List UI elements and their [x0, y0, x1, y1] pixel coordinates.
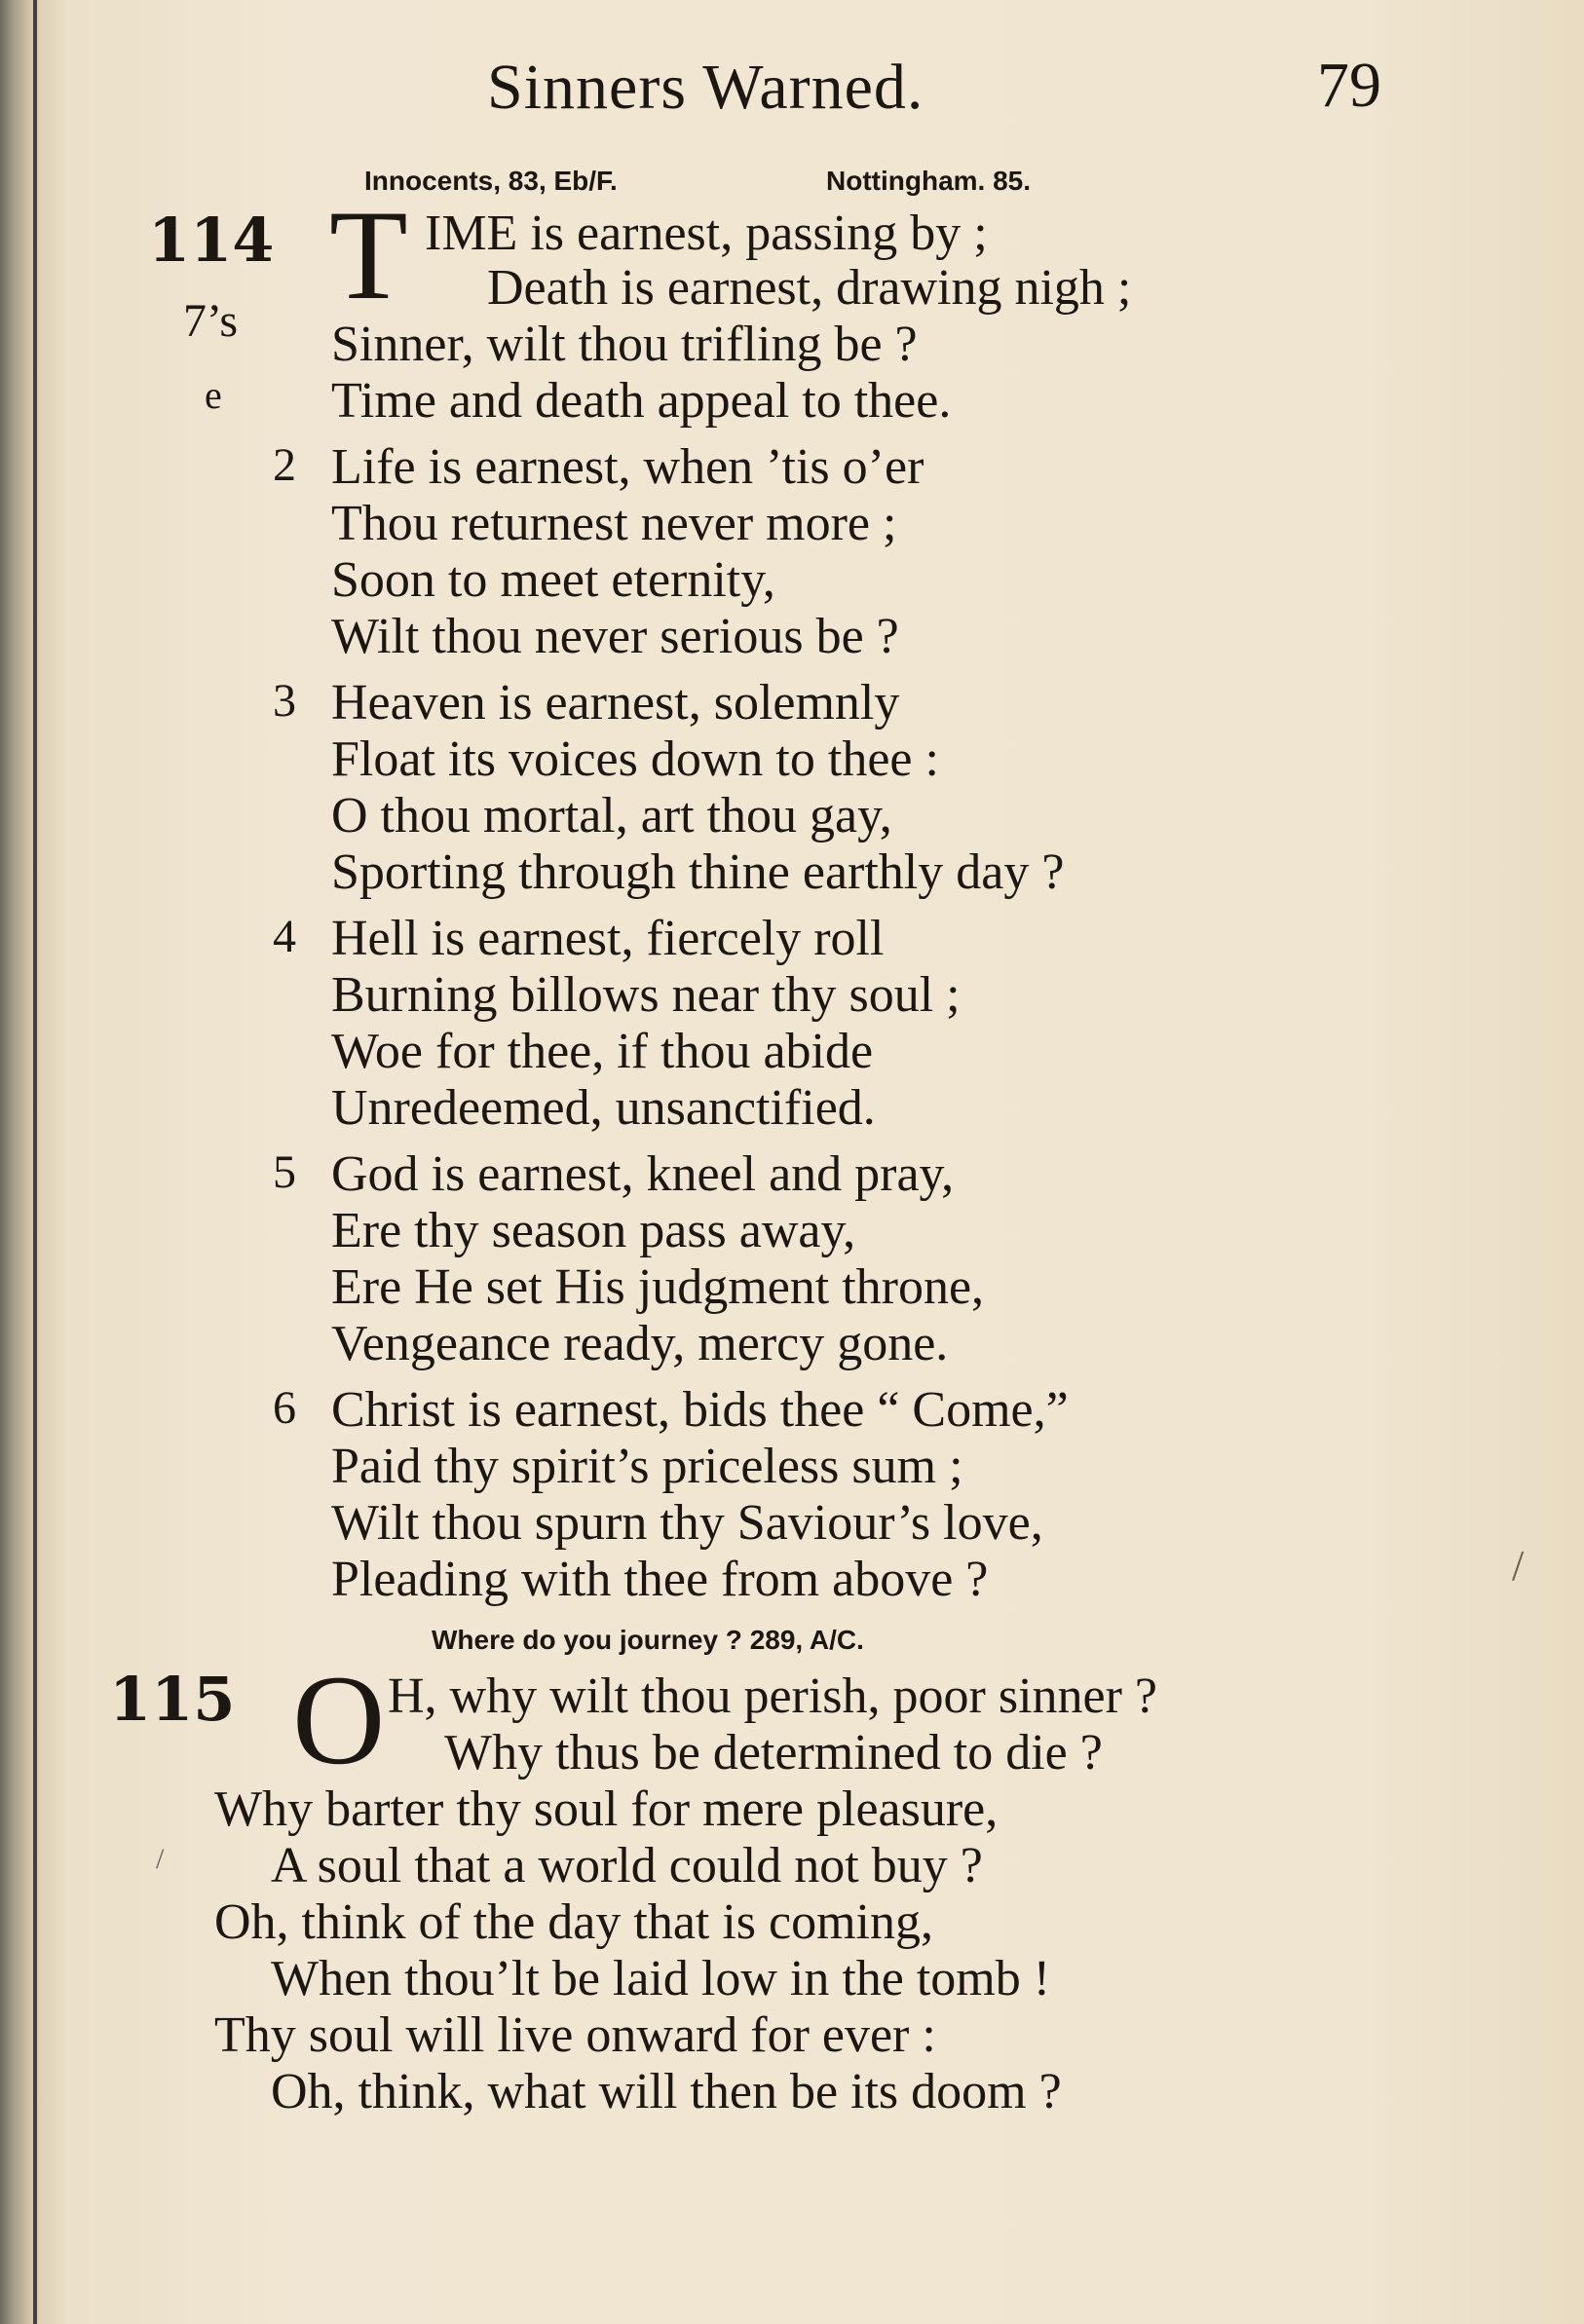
verse-line: Christ is earnest, bids thee “ Come,” — [331, 1382, 1069, 1438]
verse-line: Sinner, wilt thou trifling be ? — [331, 317, 918, 372]
stanza-number: 3 — [273, 675, 296, 727]
page-number: 79 — [1317, 50, 1381, 121]
stanza-number: 6 — [273, 1382, 296, 1434]
verse-line: Unredeemed, unsanctified. — [331, 1080, 876, 1136]
verse-line: Ere thy season pass away, — [331, 1203, 856, 1258]
running-title: Sinners Warned. — [487, 52, 924, 123]
drop-cap-t: T — [329, 183, 408, 326]
verse-line: Why thus be determined to die ? — [444, 1725, 1103, 1780]
paper-mark: / — [1512, 1542, 1525, 1590]
drop-cap-o: O — [292, 1648, 386, 1791]
verse-line: A soul that a world could not buy ? — [271, 1838, 983, 1893]
tune-reference-nottingham: Nottingham. 85. — [826, 166, 1032, 196]
verse-line: God is earnest, kneel and pray, — [331, 1146, 955, 1202]
verse-line: Vengeance ready, mercy gone. — [331, 1316, 949, 1371]
verse-line: Soon to meet eternity, — [331, 552, 775, 608]
tune-reference-where-do-you-journey: Where do you journey ? 289, A/C. — [432, 1625, 864, 1655]
verse-line: Float its voices down to thee : — [331, 731, 939, 787]
stanza-number: 5 — [273, 1146, 296, 1198]
verse-line: Why barter thy soul for mere pleasure, — [214, 1781, 999, 1837]
tune-reference-innocents: Innocents, 83, Eb/F. — [364, 166, 618, 196]
hymn-number-114: 114 — [148, 205, 275, 276]
verse-line: Burning billows near thy soul ; — [331, 967, 961, 1023]
verse-line: Oh, think, what will then be its doom ? — [271, 2064, 1062, 2119]
page-gutter-line — [33, 0, 37, 2324]
verse-line: Thy soul will live onward for ever : — [214, 2007, 936, 2063]
verse-line: Paid thy spirit’s priceless sum ; — [331, 1439, 963, 1494]
verse-line: Woe for thee, if thou abide — [331, 1024, 874, 1079]
stanza-number: 2 — [273, 439, 296, 491]
verse-line: Wilt thou never serious be ? — [331, 609, 899, 664]
verse-line: Life is earnest, when ’tis o’er — [331, 439, 924, 495]
verse-line: Heaven is earnest, solemnly — [331, 675, 900, 731]
verse-line: Hell is earnest, fiercely roll — [331, 911, 885, 966]
verse-line: When thou’lt be laid low in the tomb ! — [271, 1951, 1051, 2006]
hymn-key: e — [205, 373, 222, 417]
verse-line: Time and death appeal to thee. — [331, 373, 952, 429]
stanza-number: 4 — [273, 911, 296, 962]
paper-mark: / — [156, 1843, 165, 1875]
verse-line: Wilt thou spurn thy Saviour’s love, — [331, 1495, 1043, 1551]
verse-line: Pleading with thee from above ? — [331, 1552, 989, 1607]
verse-line: Ere He set His judgment throne, — [331, 1259, 985, 1315]
verse-line: Death is earnest, drawing nigh ; — [487, 260, 1132, 316]
verse-line: O thou mortal, art thou gay, — [331, 788, 892, 843]
verse-line: Thou returnest never more ; — [331, 496, 897, 551]
verse-line: Oh, think of the day that is coming, — [214, 1894, 934, 1950]
hymn-number-115: 115 — [109, 1664, 236, 1735]
hymn-meter: 7’s — [183, 295, 239, 347]
verse-line: Sporting through thine earthly day ? — [331, 844, 1065, 900]
verse-line: IME is earnest, passing by ; — [425, 206, 988, 261]
verse-line: H, why wilt thou perish, poor sinner ? — [388, 1668, 1158, 1724]
